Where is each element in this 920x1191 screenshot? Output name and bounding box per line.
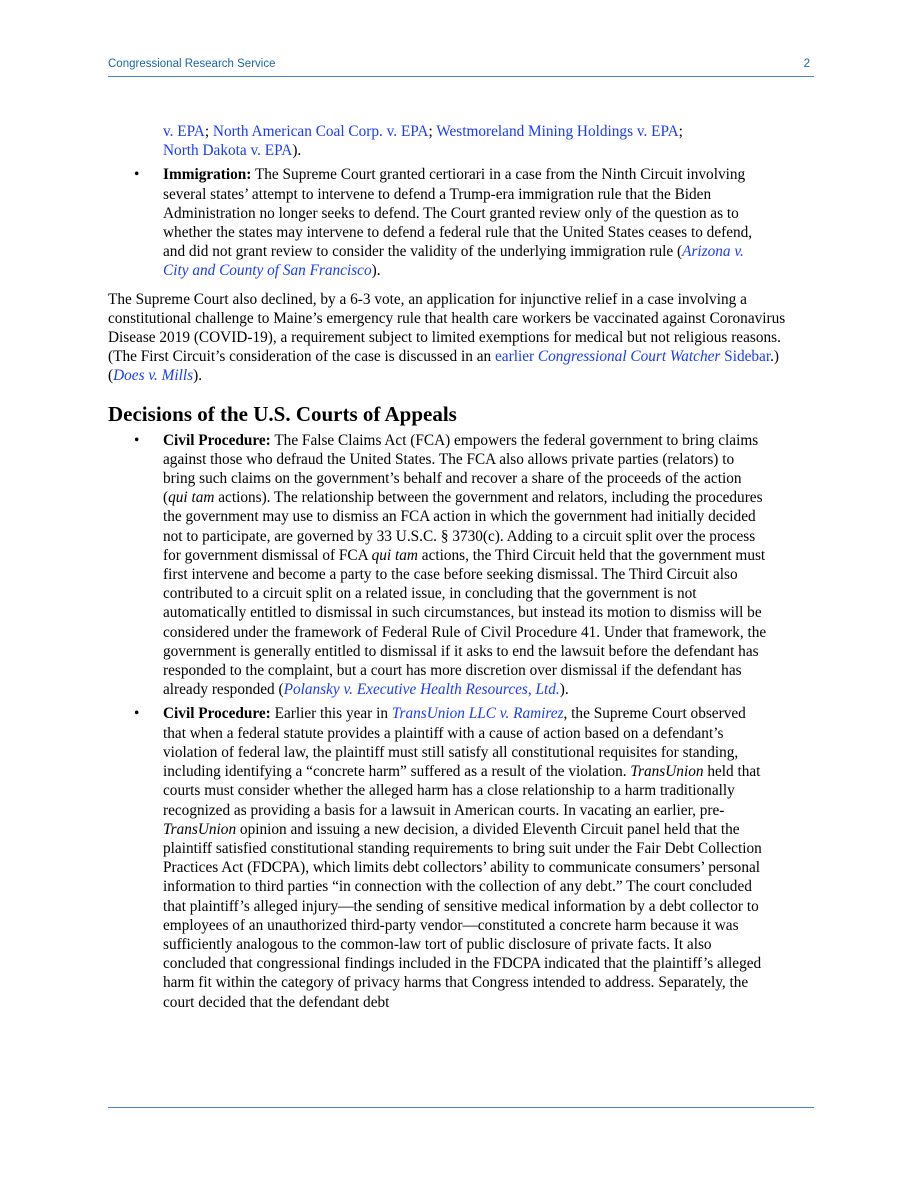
case-link[interactable]: Does v. Mills xyxy=(113,367,194,385)
bullet-civil-procedure-2: • Civil Procedure: Earlier this year in TransUnion LLC v. Ramirez, the Supreme Court observed that when a federal statute provides a plaintiff with a cause of action based on a defendant’s violation of federal law, the plaintiff must still satisfy all constitutional requisites for standing, including identifying a “concrete harm” suffered as a result of the violation. TransUnion held that courts must consider whether the alleged harm has a close relationship to a harm traditionally recognized as providing a basis for a lawsuit in American courts. In vacating an earlier, pre-TransUnion opinion and issuing a new decision, a divided Eleventh Circuit panel held that the plaintiff satisfied constitutional standing requirements to bring suit under the Fair Debt Collection Practices Act (FDCPA), which limits debt collectors’ ability to communicate consumers’ personal information to third parties “in connection with the collection of any debt.” The court concluded that plaintiff’s alleged injury—the sending of sensitive medical information by a debt collector to employees of an unauthorized third-party vendor—constituted a concrete harm because it was sufficiently analogous to the common-law tort of public disclosure of private facts. It also concluded that congressional findings included in the FDCPA indicated that the plaintiff’s alleged harm fit within the category of privacy harms that Congress intended to address. Separately, the court decided that the defendant debt xyxy=(134,705,762,1011)
bullet-continuation: v. EPA; North American Coal Corp. v. EPA; Westmoreland Mining Holdings v. EPA; North Dakota v. EPA). xyxy=(163,123,683,160)
bullet-icon: • xyxy=(134,166,140,184)
bullet-label: Immigration: xyxy=(163,166,252,184)
case-link[interactable]: North American Coal Corp. v. EPA xyxy=(212,123,429,140)
page-header xyxy=(108,58,814,76)
section-heading: Decisions of the U.S. Courts of Appeals xyxy=(108,401,457,426)
case-link[interactable]: TransUnion LLC v. Ramirez xyxy=(391,705,564,723)
bullet-immigration: • Immigration: The Supreme Court granted certiorari in a case from the Ninth Circuit involving several states’ attempt to intervene to defend a Trump-era immigration rule that the Biden Administration no longer seeks to defend. The Court granted review only of the question as to whether the states may intervene to defend a federal rule that the United States ceases to defend, and did not grant review to consider the validity of the underlying immigration rule (Arizona v. City and County of San Francisco). xyxy=(134,166,753,280)
header-title: Congressional Research Service xyxy=(108,58,276,70)
page-number: 2 xyxy=(803,58,810,70)
sidebar-link[interactable]: earlier Congressional Court Watcher Sidebar xyxy=(495,348,771,366)
page-body xyxy=(108,122,814,1012)
case-link[interactable]: North Dakota v. EPA xyxy=(163,142,293,160)
footer-rule xyxy=(108,1107,814,1108)
bullet-icon: • xyxy=(134,431,140,449)
case-link[interactable]: v. EPA xyxy=(163,123,205,140)
bullet-label: Civil Procedure: xyxy=(163,705,271,723)
bullet-civil-procedure-1: • Civil Procedure: The False Claims Act (FCA) empowers the federal government to bring claims against those who defraud the United States. The FCA also allows private parties (relators) to bring such claims on the government’s behalf and recover a share of the proceeds of the action (qui tam actions). The relationship between the government and relators, including the procedures the government may use to dismiss an FCA action in which the government had initially decided not to participate, are governed by 33 U.S.C. § 3730(c). Adding to a circuit split over the process for government dismissal of FCA qui tam actions, the Third Circuit held that the government must first intervene and become a party to the case before seeking dismissal. The Third Circuit also contributed to a circuit split on a related issue, in concluding that the government is not automatically entitled to dismissal in such circumstances, but instead its motion to dismiss will be considered under the framework of Federal Rule of Civil Procedure 41. Under that framework, the government is generally entitled to dismissal if it asks to end the lawsuit before the defendant has responded to the complaint, but a court has more discretion over dismissal if the defendant has already responded (Polansky v. Executive Health Resources, Ltd.). xyxy=(134,431,767,699)
paragraph-mills: The Supreme Court also declined, by a 6-3 vote, an application for injunctive relief in a case involving a constitutional challenge to Maine’s emergency rule that health care workers be vaccinated against Coronavirus Disease 2019 (COVID-19), a requirement subject to limited exemptions for medical but not religious reasons. (The First Circuit’s consideration of the case is discussed in an earlier Congressional Court Watcher Sidebar.) (Does v. Mills). xyxy=(108,290,786,385)
case-link[interactable]: Polansky v. Executive Health Resources, Ltd. xyxy=(283,681,560,699)
case-link[interactable]: Arizona v. City and County of San Francisco xyxy=(163,243,744,280)
case-link[interactable]: Westmoreland Mining Holdings v. EPA xyxy=(436,123,679,140)
bullet-label: Civil Procedure: xyxy=(163,431,271,449)
header-rule xyxy=(108,76,814,77)
bullet-text: The Supreme Court granted certiorari in a case from the Ninth Circuit involving several states’ attempt to intervene to defend a Trump-era immigration rule that the Biden Administration no longer seeks to defend. The Court granted review only of the question as to whether the states may intervene to defend a federal rule that the United States ceases to defend, and did not grant review to consider the validity of the underlying immigration rule ( xyxy=(163,166,753,261)
bullet-icon: • xyxy=(134,705,140,723)
